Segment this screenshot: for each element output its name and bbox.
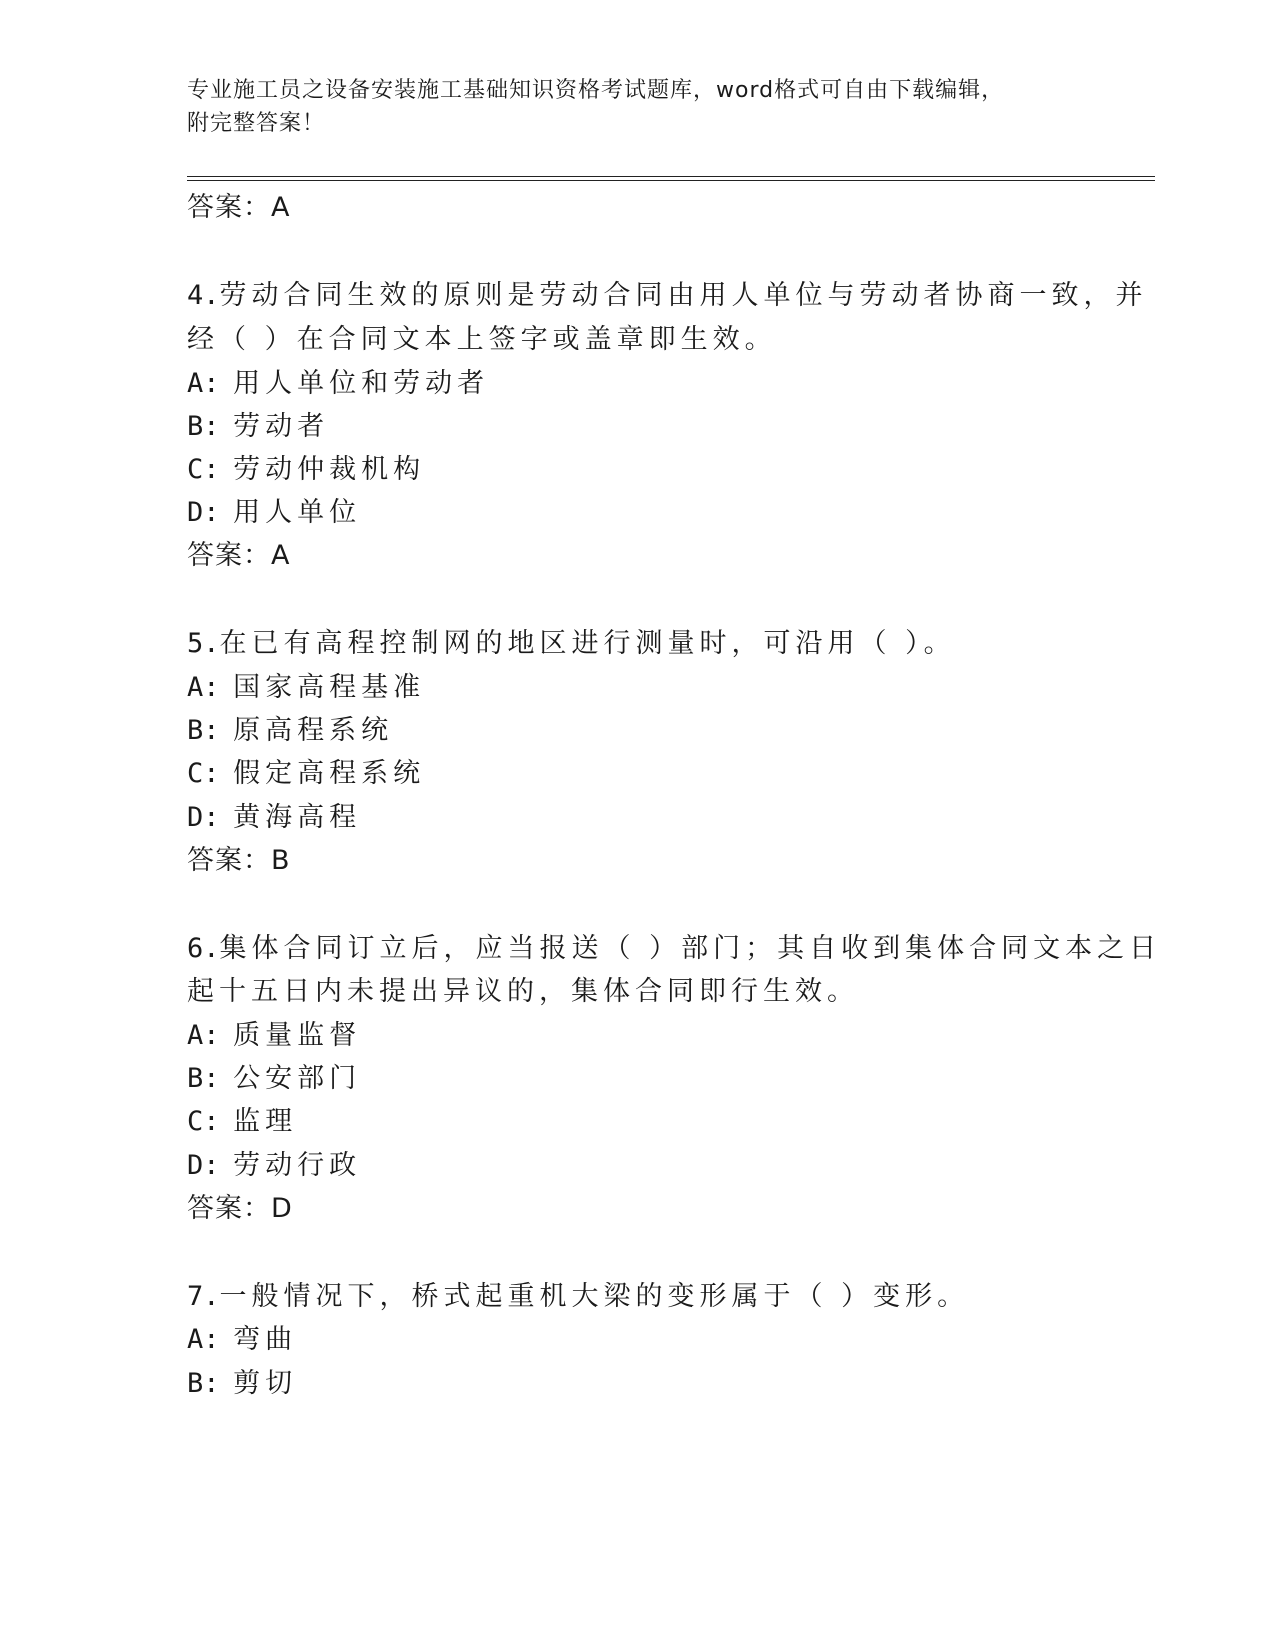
option-text: 劳动行政	[233, 1150, 362, 1181]
question-7-stem-text-1: 一般情况下，桥式起重机大梁的变形属于（ ）变形。	[219, 1281, 970, 1312]
question-7-option-a	[187, 1317, 297, 1363]
option-letter: A:	[187, 672, 220, 703]
option-letter: C:	[187, 454, 220, 485]
option-text: 原高程系统	[233, 715, 394, 746]
option-text: 黄海高程	[233, 802, 362, 833]
option-letter: B:	[187, 715, 220, 746]
option-text: 剪切	[233, 1368, 298, 1399]
question-4-option-d	[187, 490, 361, 536]
option-letter: B:	[187, 411, 220, 442]
question-6-number: 6.	[187, 933, 220, 964]
question-4-stem-line-2: 经（ ）在合同文本上签字或盖章即生效。	[187, 324, 777, 355]
question-4-answer: 答案：A	[187, 540, 291, 571]
question-4-option-b	[187, 404, 329, 450]
document-header	[187, 74, 1067, 140]
question-5-stem-text-1: 在已有高程控制网的地区进行测量时，可沿用（ ）。	[219, 628, 956, 659]
option-text: 公安部门	[233, 1063, 362, 1094]
header-line-1: 专业施工员之设备安装施工基础知识资格考试题库，word格式可自由下载编辑，	[187, 78, 1005, 103]
question-7-stem-line-1	[187, 1274, 969, 1320]
option-letter: D:	[187, 1150, 220, 1181]
question-5-option-d	[187, 795, 361, 841]
question-5-option-c	[187, 751, 425, 797]
question-4-option-a	[187, 361, 489, 407]
question-4-stem-text-1: 劳动合同生效的原则是劳动合同由用人单位与劳动者协商一致，并	[219, 280, 1148, 311]
option-letter: C:	[187, 1106, 220, 1137]
header-rule-bottom	[187, 180, 1155, 181]
option-text: 弯曲	[233, 1324, 298, 1355]
question-5-option-a	[187, 665, 425, 711]
option-text: 假定高程系统	[233, 758, 426, 789]
option-text: 劳动者	[233, 411, 330, 442]
option-text: 用人单位和劳动者	[233, 368, 490, 399]
option-letter: D:	[187, 802, 220, 833]
question-4-number: 4.	[187, 280, 220, 311]
question-5-answer: 答案：B	[187, 845, 291, 876]
question-7-number: 7.	[187, 1281, 220, 1312]
header-line-2: 附完整答案！	[187, 111, 326, 136]
option-letter: D:	[187, 497, 220, 528]
answer-prev: 答案：A	[187, 192, 291, 223]
question-6-option-d	[187, 1143, 361, 1189]
option-text: 劳动仲裁机构	[233, 454, 426, 485]
option-text: 监理	[233, 1106, 298, 1137]
question-4-option-c	[187, 447, 425, 493]
question-6-option-c	[187, 1099, 297, 1145]
option-text: 国家高程基准	[233, 672, 426, 703]
option-letter: C:	[187, 758, 220, 789]
option-text: 质量监督	[233, 1020, 362, 1051]
option-letter: A:	[187, 368, 220, 399]
question-6-stem-line-1	[187, 926, 1161, 972]
question-6-option-a	[187, 1013, 361, 1059]
question-5-number: 5.	[187, 628, 220, 659]
question-6-option-b	[187, 1056, 361, 1102]
question-7-option-b	[187, 1361, 297, 1407]
header-rule-top	[187, 176, 1155, 177]
option-letter: B:	[187, 1063, 220, 1094]
question-6-answer: 答案：D	[187, 1193, 293, 1224]
option-letter: A:	[187, 1020, 220, 1051]
question-5-stem-line-1	[187, 621, 956, 667]
question-6-stem-text-1: 集体合同订立后，应当报送（ ）部门；其自收到集体合同文本之日	[219, 933, 1162, 964]
option-text: 用人单位	[233, 497, 362, 528]
question-5-option-b	[187, 708, 393, 754]
question-6-stem-line-2: 起十五日内未提出异议的，集体合同即行生效。	[187, 976, 859, 1007]
option-letter: B:	[187, 1368, 220, 1399]
option-letter: A:	[187, 1324, 220, 1355]
question-4-stem-line-1	[187, 273, 1148, 319]
